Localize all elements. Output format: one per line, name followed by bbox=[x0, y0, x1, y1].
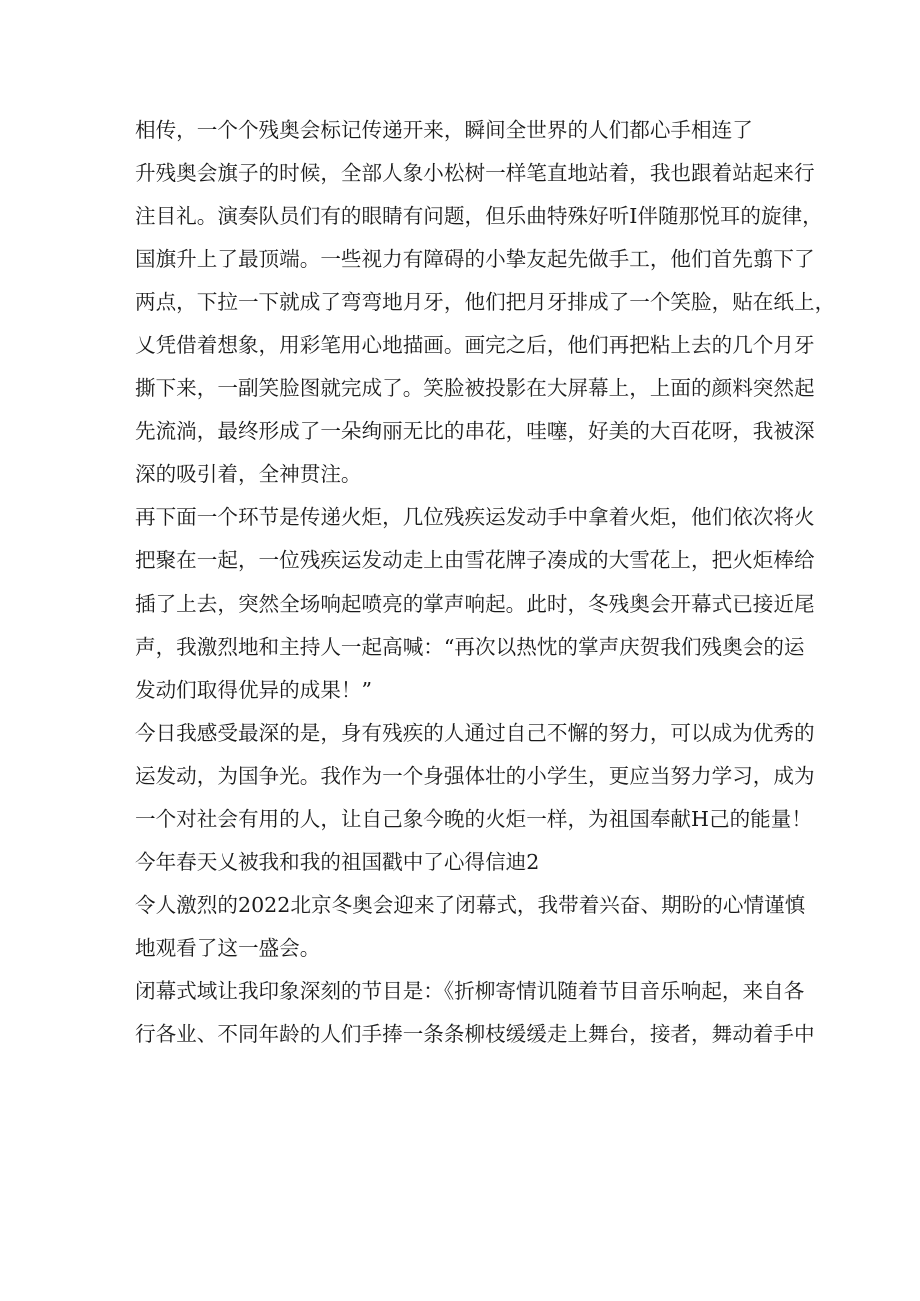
text-line: 两点，下拉一下就成了弯弯地月牙，他们把月牙排成了一个笑脸，贴在纸上， bbox=[135, 290, 836, 315]
text-line: 一个对社会有用的人，让自己象今晚的火炬一样，为祖国奉献H己的能量！ bbox=[135, 806, 812, 831]
text-line: 地观看了这一盛会。 bbox=[135, 935, 321, 960]
document-body bbox=[135, 109, 836, 1056]
text-line: 深的吸引着，全神贯注。 bbox=[135, 462, 362, 487]
text-line: 撕下来，一副笑脸图就完成了。笑脸被投影在大屏幕上，上面的颜料突然起 bbox=[135, 376, 815, 401]
text-line: 插了上去，突然全场响起喷亮的掌声响起。此时，冬残奥会开幕式已接近尾 bbox=[135, 591, 815, 616]
text-line: 乂凭借着想象，用彩笔用心地描画。画完之后，他们再把粘上去的几个月牙 bbox=[135, 333, 815, 358]
text-line: 国旗升上了最顶端。一些视力有障碍的小挚友起先做手工，他们首先翦下了 bbox=[135, 247, 815, 272]
text-line: 相传，一个个残奥会标记传递开来，瞬间全世界的人们都心手相连了 bbox=[135, 118, 753, 142]
text-line: 发动们取得优异的成果！” bbox=[135, 677, 373, 702]
text-line: 声，我激烈地和主持人一起高喊：“再次以热忱的掌声庆贺我们残奥会的运 bbox=[135, 634, 805, 659]
text-line: 今日我感受最深的是，身有残疾的人通过自己不懈的努力，可以成为优秀的 bbox=[135, 720, 815, 745]
text-line: 令人激烈的2022北京冬奥会迎来了闭幕式，我带着兴奋、期盼的心情谨慎 bbox=[135, 892, 806, 917]
text-line: 今年春天乂被我和我的祖国戳中了心得信迪2 bbox=[135, 849, 540, 874]
text-line: 再下面一个环节是传递火炬，几位残疾运发动手中拿着火炬，他们依次将火 bbox=[135, 505, 815, 530]
text-line: 运发动，为国争光。我作为一个身强体壮的小学生，更应当努力学习，成为 bbox=[135, 763, 815, 788]
text-line: 注目礼。演奏队员们有的眼睛有问题，但乐曲特殊好听I伴随那悦耳的旋律， bbox=[135, 204, 823, 229]
text-line: 把聚在一起，一位残疾运发动走上由雪花牌子凑成的大雪花上，把火炬棒给 bbox=[135, 548, 815, 573]
text-line: 闭幕式域让我印象深刻的节目是：《折柳寄情讥随着节目音乐响起，来自各 bbox=[135, 978, 805, 1003]
text-line: 升残奥会旗子的时候，全部人象小松树一样笔直地站着，我也跟着站起来行 bbox=[135, 161, 815, 186]
text-line: 先流淌，最终形成了一朵绚丽无比的串花，哇噻，好美的大百花呀，我被深 bbox=[135, 419, 815, 444]
text-line: 行各业、不同年龄的人们手捧一条条柳枝缓缓走上舞台，接者，舞动着手中 bbox=[135, 1021, 815, 1046]
